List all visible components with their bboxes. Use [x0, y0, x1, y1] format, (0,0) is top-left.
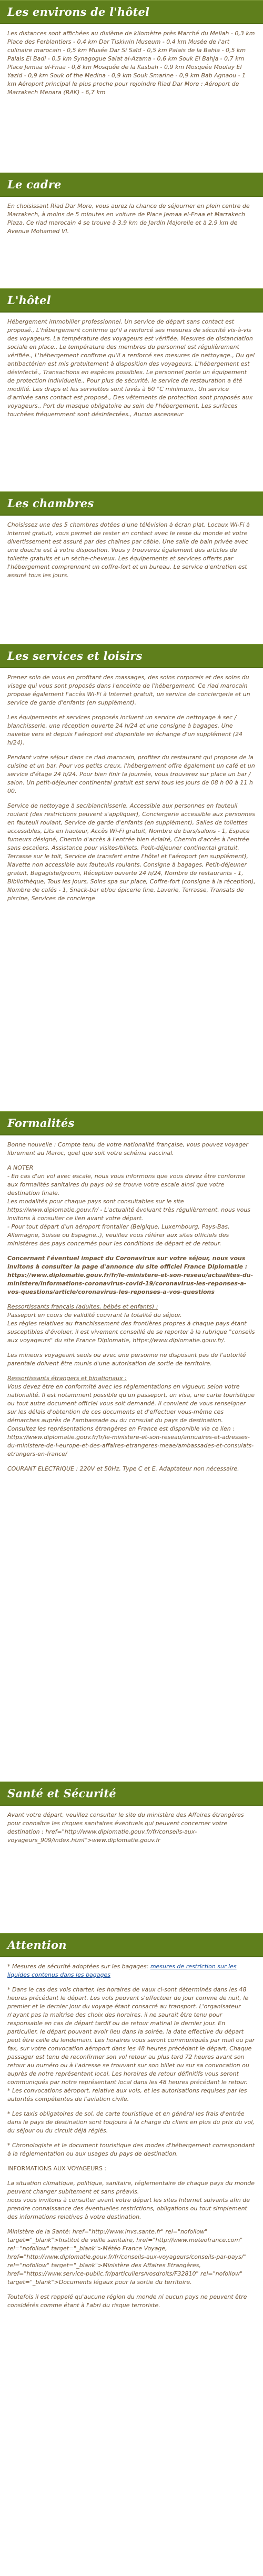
- services-section: [0, 668, 263, 1111]
- environs-section: [0, 24, 263, 173]
- section-header-hotel: [0, 288, 263, 313]
- formalites-subtitle: Ressortissants étrangers et binationaux :: [7, 1375, 127, 1382]
- section-title: L'hôtel: [7, 294, 51, 307]
- section-title: Le cadre: [7, 178, 62, 191]
- section-header-cadre: [0, 173, 263, 197]
- hotel-text: Hébergement immobilier professionnel. Un service de départ sans contact est proposé., L'hébergement confirme qu'il a renforcé ses mesures de sécurité vis-à-vis des voyageurs. La température des voyageurs est vérifiée. Mesures de distanciation sociale en place., Le température des membres du personnel est régulièrement vérifiée., L'hébergement confirme qu'il a renforcé ses mesures de nettoyage., Du gel antibactérien est mis gratuitement à disposition des voyageurs. L'hébergement est désinfecté., Transactions en espèces possibles. Le personnel porte un équipement de protection individuelle., Pour plus de sécurité, le service de restauration a été modifié. Les draps et les serviettes sont lavés à 60 °C minimum., Un service d'arrivée sans contact est proposé., Des vêtements de protection sont proposés aux voyageurs., Port du masque obligatoire au sein de l'hébergement. Les surfaces touchées fréquemment sont désinfectées., Aucun ascenseur: [7, 318, 255, 418]
- chambres-text: Choisissez une des 5 chambres dotées d'une télévision à écran plat. Locaux Wi-Fi à internet gratuit, vous permet de rester en contact avec le reste du monde et votre divertissement est assuré par des chaînes par câble. Une salle de bain privée avec une douche est à votre disposition. Vous y trouverez également des articles de toilette gratuits et un sèche-cheveux. Les équipements et services offerts par l'hébergement comprennent un coffre-fort et un bureau. Le service d'entretien est assuré tous les jours.: [7, 521, 250, 579]
- section-title: Les services et loisirs: [7, 649, 143, 662]
- section-header-formalites: [0, 1111, 263, 1135]
- environs-text: Les distances sont affichées au dixième de kilomètre près Marché du Mellah - 0,3 km Place des Ferblantiers - 0,4 km Dar Tiskiwin Museum - 0,4 km Musée de l'art culinaire marocain - 0,5 km Musée Dar Si Saïd - 0,5 km Palais de la Bahia - 0,5 km Palais El Badi - 0,5 km Synagogue Salat al-Azama - 0,6 km Souk El Bahja - 0,7 km Place Jemaa el-Fnaa - 0,8 km Mosquée de la Kasbah - 0,9 km Mosquée Moulay El Yazid - 0,9 km Souk of the Medina - 0,9 km Souk Smarine - 0,9 km Bab Agnaou - 1 km Aéroport principal le plus proche pour rejoindre Riad Dar More : Aéroport de Marrakech Menara (RAK) - 6,7 km: [7, 30, 255, 96]
- services-paragraph: Service de nettoyage à sec/blanchisserie, Accessible aux personnes en fauteuil roulant (des restrictions peuvent s'appliquer), Conciergerie accessible aux personnes en fauteuil roulant, Service de garde d'enfants (en supplément), Salles de toilettes accessibles, Lits en hauteur, Accès Wi-Fi gratuit, Nombre de bars/salons - 1, Espace fumeurs désigné, Chemin d'accès à l'entrée bien éclairé, Chemin d'accès à l'entrée sans escaliers, Assistance pour visites/billets, Petit-déjeuner continental gratuit, Terrasse sur le toit, Service de transfert entre l'hôtel et l'aéroport (en supplément), Navette non accessible aux fauteuils roulants, Consigne à bagages, Petit-déjeuner gratuit, Bagagiste/groom, Réception ouverte 24 h/24, Nombre de restaurants - 1, Bibliothèque, Tous les jours, Soins spa sur place, Coffre-fort (consigne à la réception), Nombre de cafés - 1, Snack-bar et/ou épicerie fine, Laverie, Terrasse, Transats de piscine, Services de concierge: [7, 802, 256, 902]
- formalites-paragraph: Passeport en cours de validité couvrant la totalité du séjour. Les règles relatives au franchissement des frontières propres à chaque pays étant susceptibles d'évoluer, il est vivement conseillé de se reporter à la rubrique "conseils aux voyageurs" du site France Diplomatie, https://www.diplomatie.gouv.fr/.: [7, 1312, 255, 1344]
- attention-paragraph: * Dans le cas des vols charter, les horaires de vaux ci-sont déterminés dans les 48 heures précédant le départ. Les vols peuvent s'effectuer de jour comme de nuit, le premier et le dernier jour du voyage étant consacré au transport. L'organisateur n'ayant pas la maîtrise des choix des horaires, il ne saurait être tenu pour responsable en cas de départ tardif ou de retour matinal le dernier jour. En particulier, le départ pouvant avoir lieu dans la soirée, la date effective du départ peut être celle du lendemain. Les horaires vous seront communiqués par mail ou par fax, sur votre convocation aéroport dans les 48 heures précédant le départ. Chaque passager est tenu de reconfirmer son vol retour au plus tard 72 heures avant son retour au numéro ou à l'adresse se trouvant sur son billet ou sur sa convocation ou auprès de notre représentant local. Les horaires de retour définitifs vous seront communiqués par notre représentant local dans les 48 heures précédant le retour. * Les convocations aéroport, relative aux vols, et les autorisations requises par les autorités compétentes de l'aviation civile.: [7, 1986, 255, 2102]
- attention-paragraph: Toutefois il est rappelé qu'aucune région du monde ni aucun pays ne peuvent être considérés comme étant à l'abri du risque terroriste.: [7, 2293, 247, 2309]
- sante-section: [0, 1806, 263, 1933]
- attention-paragraph: * Chronologiste et le document touristique des modes d'hébergement correspondant à la réglementation ou aux usages du pays de destination.: [7, 2142, 255, 2157]
- section-header-services: [0, 644, 263, 668]
- formalites-subtitle: Ressortissants français (adultes, bébés et enfants) :: [7, 1303, 158, 1310]
- chambres-section: [0, 516, 263, 644]
- formalites-paragraph: - En cas d'un vol avec escale, nous vous informons que vous devez être conforme aux formalités sanitaires du pays où se trouve votre escale ainsi que votre destination finale. Les modalités pour chaque pays sont consultables sur le site https://www.diplomatie.gouv.fr/ - L'actualité évoluant très régulièrement, nous vous invitons à consulter ce lien avant votre départ. - Pour tout départ d'un aéroport frontalier (Belgique, Luxembourg, Pays-Bas, Allemagne, Suisse ou Espagne..), veuillez vous référer aux sites officiels des ministères des pays concernés pour les conditions de départ et de retour.: [7, 1173, 251, 1247]
- sante-text: Avant votre départ, veuillez consulter le site du ministère des Affaires étrangères pour connaître les risques sanitaires éventuels qui peuvent concerner votre destination : href="http://www.diplomatie.gouv.fr/fr/conseils-aux-voyageurs_909/index.html">www.diplomatie.gouv.fr: [7, 1812, 244, 1844]
- section-title: Les chambres: [7, 497, 94, 510]
- formalites-note-title: A NOTER: [7, 1164, 34, 1171]
- attention-lead: * Mesures de sécurité adoptées sur les bagages:: [7, 1963, 149, 1970]
- info-travellers-title: INFORMATIONS AUX VOYAGEURS :: [7, 2165, 107, 2172]
- section-header-attention: [0, 1933, 263, 1957]
- attention-paragraph: * Les taxis obligatoires de sol, de carte touristique et en général les frais d'entrée dans le pays de destination sont toujours à la charge du client en plus du prix du vol, du séjour ou du circuit déjà réglés.: [7, 2110, 255, 2134]
- services-paragraph: Prenez soin de vous en profitant des massages, des soins corporels et des soins du visage qui vous sont proposés dans l'enceinte de l'hébergement. Ce riad marocain propose également l'accès Wi-Fi à Internet gratuit, un service de conciergerie et un service de garde d'enfants (en supplément).: [7, 674, 250, 706]
- section-header-sante: [0, 1782, 263, 1806]
- hotel-section: [0, 313, 263, 491]
- formalites-paragraph: Vous devez être en conformité avec les réglementations en vigueur, selon votre nationalité. Il est notamment possible qu'un passeport, un visa, une carte touristique ou tout autre document officiel vous soit demandé. Il convient de vous renseigner sur les délais d'obtention de ces documents et d'effectuer vous-même ces démarches auprès de l'ambassade ou du consulat du pays de destination. Consultez les représentations étrangères en France est disponible via ce lien : https://www.diplomatie.gouv.fr/fr/le-ministere-et-son-reseau/annuaires-et-adresses-du-ministere-de-l-europe-et-des-affaires-etrangeres-meae/ambassades-et-consulats-etrangers-en-france/: [7, 1383, 255, 1457]
- attention-section: [0, 1957, 263, 2576]
- formalites-paragraph: Concernant l'éventuel impact du Coronavirus sur votre séjour, nous vous invitons à consulter la page d'annonce du site officiel France Diplomatie : https://www.diplomatie.gouv.fr/fr/le-ministere-et-son-reseau/actualites-du-ministere/informations-coronavirus-covid-19/coronavirus-les-reponses-a-vos-questions/article/coronavirus-les-reponses-a-vos-questions: [7, 1255, 254, 1295]
- services-paragraph: Pendant votre séjour dans ce riad marocain, profitez du restaurant qui propose de la cuisine et un bar. Pour vos petits creux, l'hébergement offre également un café et un service d'étage 24 h/24. Pour bien finir la journée, vous trouverez sur place un bar / salon. Un petit-déjeuner continental gratuit est servi tous les jours de 08 h 00 à 11 h 00.: [7, 754, 255, 794]
- liquids-restriction-link[interactable]: mesures de restriction sur les liquides contenus dans les bagages: [7, 1963, 237, 1978]
- section-header-chambres: [0, 491, 263, 516]
- attention-paragraph: Ministère de la Santé: href="http://www.invs.sante.fr" rel="nofollow" target="_blank">Institut de veille sanitaire, href="http://www.meteofrance.com" rel="nofollow" target="_blank">Météo France Voyage, href="http://www.diplomatie.gouv.fr/fr/conseils-aux-voyageurs/conseils-par-pays/" rel="nofollow" target="_blank">Ministère des Affaires Etrangères, href="https://www.service-public.fr/particuliers/vosdroits/F32810" rel="nofollow" target="_blank">Documents légaux pour la sortie du territoire.: [7, 2228, 246, 2286]
- section-title: Attention: [7, 1938, 67, 1951]
- attention-paragraph: [7, 1963, 256, 1979]
- section-header-environs: [0, 0, 263, 24]
- section-title: Les environs de l'hôtel: [7, 5, 150, 18]
- formalites-paragraph: COURANT ELECTRIQUE : 220V et 50Hz. Type C et E. Adaptateur non nécessaire.: [7, 1465, 239, 1472]
- formalites-paragraph: Bonne nouvelle : Compte tenu de votre nationalité française, vous pouvez voyager librement au Maroc, quel que soit votre schéma vaccinal.: [7, 1141, 248, 1156]
- services-paragraph: Les équipements et services proposés incluent un service de nettoyage à sec / blanchisserie, une réception ouverte 24 h/24 et une consigne à bagages. Une navette vers et depuis l'aéroport est disponible en échange d'un supplément (24 h/24).: [7, 714, 242, 746]
- attention-paragraph: La situation climatique, politique, sanitaire, réglementaire de chaque pays du monde peuvent changer subitement et sans préavis. nous vous invitons à consulter avant votre départ les sites Internet suivants afin de prendre connaissance des éventuelles restrictions, obligations ou tout simplement des informations relatives à votre destination.: [7, 2180, 255, 2220]
- formalites-paragraph: Les mineurs voyageant seuls ou avec une personne ne disposant pas de l'autorité parentale doivent être munis d'une autorisation de sortie de territoire.: [7, 1352, 246, 1367]
- cadre-text: En choisissant Riad Dar More, vous aurez la chance de séjourner en plein centre de Marrakech, à moins de 5 minutes en voiture de Place Jemaa el-Fnaa et Marrakech Plaza. Ce riad marocain 4 se trouve à 3,9 km de Jardin Majorelle et à 2,9 km de Avenue Mohamed VI.: [7, 203, 250, 235]
- formalites-section: [0, 1135, 263, 1782]
- section-title: Santé et Sécurité: [7, 1787, 116, 1800]
- cadre-section: [0, 197, 263, 288]
- section-title: Formalités: [7, 1116, 75, 1130]
